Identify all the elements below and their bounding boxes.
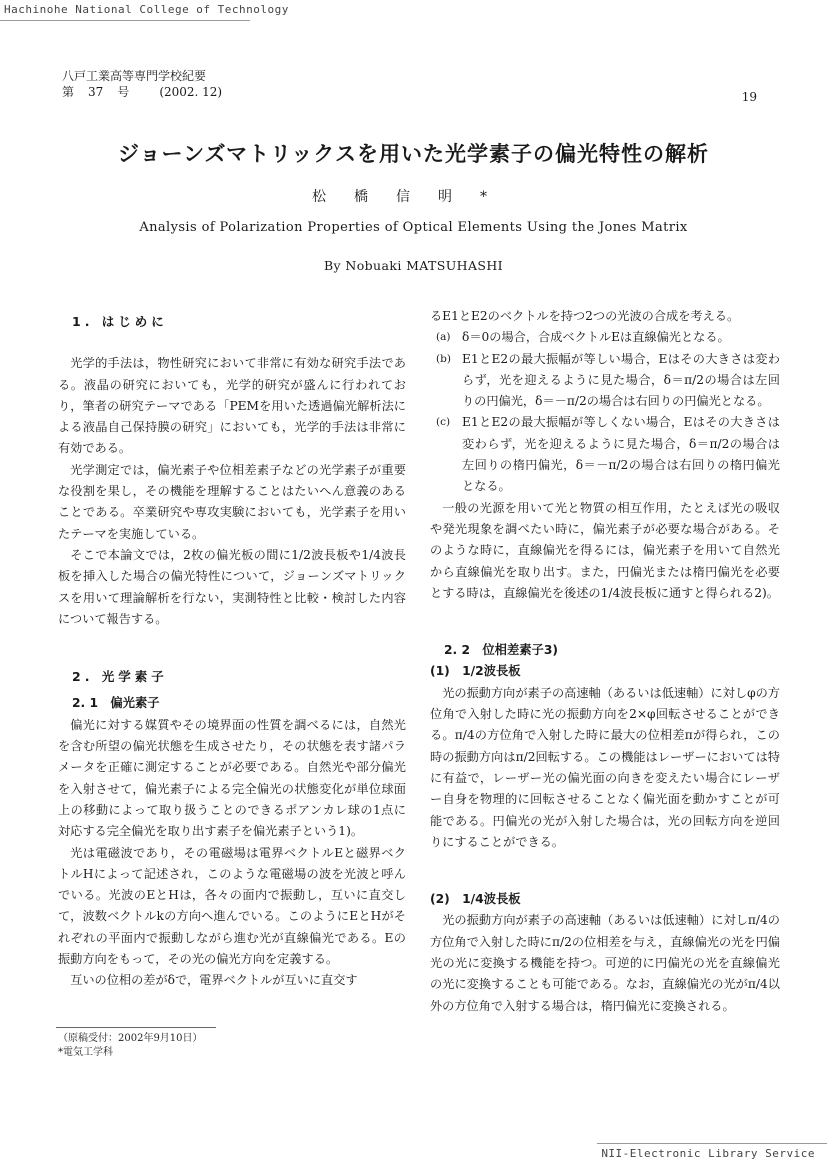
received-date: （原稿受付：2002年9月10日） [58, 1033, 203, 1044]
section-1-heading: 1. はじめに [72, 314, 168, 329]
list-item [430, 412, 780, 497]
section-2-1-paragraph: 互いの位相の差がδで，電界ベクトルが互いに直交す [70, 973, 358, 988]
list-item-label: (a) [436, 331, 451, 344]
list-item-label: (b) [436, 352, 451, 365]
footnote-rule [56, 1027, 216, 1028]
section-2-2-heading: 2. 2 位相差素子3) [444, 643, 559, 658]
top-rule [0, 20, 250, 21]
general-paragraph: 一般の光源を用いて光と物質の相互作用，たとえば光の吸収や発光現象を調べたい時に，偏光素子が必要な場合がある。そのような時に，直線偏光を得るには，偏光素子を用いて自然光から直線偏光を取り出す。また，円偏光または楕円偏光を必要とする時は，直線偏光を後述の1/4波長板に通すと得られる2)。 [430, 500, 780, 600]
author-japanese: 松橋信明* [312, 189, 515, 205]
journal-date: (2002. 12) [159, 85, 223, 99]
list-item-text: E1とE2の最大振幅が等しくない場合，Eはその大きさは変わらず，光を迎えるように見た場合，δ＝π/2の場合は左回りの楕円偏光，δ＝－π/2の場合は右回りの楕円偏光となる。 [462, 415, 780, 494]
list-item [430, 349, 780, 413]
quarter-wave-plate-paragraph: 光の振動方向が素子の高速軸（あるいは低速軸）に対しπ/4の方位角で入射した時にπ/2の位相差を与え，直線偏光の光を円偏光の光に変換する機能を持つ。可逆的に円偏光の光を直線偏光の光に変換することも可能である。なお，直線偏光の光がπ/4以外の方位角で入射する場合は，楕円偏光に変換される。 [430, 913, 780, 1013]
journal-info [62, 68, 236, 100]
half-wave-plate-heading: (1) 1/2波長板 [430, 664, 521, 679]
half-wave-plate-paragraph: 光の振動方向が素子の高速軸（あるいは低速軸）に対しφの方位角で入射した時に光の振動方向を2×φ回転させることができる。π/4の方位角で入射した時に最大の位相差πが得られ，この時の振動方向はπ/2回転する。この機能はレーザーにおいては特に有益で，レーザー光の偏光面の向きを変えたい場合にレーザー自身を物理的に回転させることなく偏光面を動かすことが可能である。円偏光の光が入射した場合は，光の回転方向を逆回りにすることができる。 [430, 685, 780, 849]
author-english: By Nobuaki MATSUHASHI [323, 258, 504, 273]
author-affiliation: *電気工学科 [58, 1047, 113, 1058]
section-2-1-paragraph: 光は電磁波であり，その電磁場は電界ベクトルEと磁界ベクトルHによって記述され，このような電磁場の波を光波と呼んでいる。光波のEとHは，各々の面内で振動し，互いに直交して，波数ベクトルkの方向へ進んでいる。このようにEとHがそれぞれの平面内で振動しながら進む光が直線偏光である。Eの振動方向をもって，その光の偏光方向を定義する。 [58, 845, 406, 967]
left-column [58, 311, 406, 992]
section-2-1-paragraph: 偏光に対する媒質やその境界面の性質を調べるには，自然光を含む所望の偏光状態を生成させたり，その状態を表す諸パラメータを正確に測定することが必要である。自然光や部分偏光を入射させて，偏光素子による完全偏光の状態変化が単位球面上の移動によって取り扱うことのできるポアンカレ球の1点に対応する完全偏光を取り出す素子を偏光素子という1)。 [58, 717, 406, 839]
paper-title-english: Analysis of Polarization Properties of Optical Elements Using the Jones Matrix [139, 220, 688, 235]
section-1-paragraph: 光学測定では，偏光素子や位相差素子などの光学素子が重要な役割を果し，その機能を理解することはたいへん意義のあることである。卒業研究や専攻実験においても，光学素子を用いたテーマを実施している。 [58, 462, 406, 541]
section-1-paragraph: 光学的手法は，物性研究において非常に有効な研究手法である。液晶の研究においても，光学的研究が盛んに行われており，筆者の研究テーマである「PEMを用いた透過偏光解析法による液晶自己保持膜の研究」においても，光学的手法は非常に有効である。 [58, 356, 406, 456]
list-item-text: δ＝0の場合，合成ベクトルEは直線偏光となる。 [462, 330, 730, 345]
section-1-paragraph: そこで本論文では，2枚の偏光板の間に1/2波長板や1/4波長板を挿入した場合の偏光特性について，ジョーンズマトリックスを用いて理論解析を行ない，実測特性と比較・検討した内容について報告する。 [58, 547, 406, 626]
intro-line: るE1とE2のベクトルを持つ2つの光波の合成を考える。 [430, 309, 740, 323]
journal-volume [62, 84, 236, 100]
list-item [430, 327, 780, 348]
institution-banner: Hachinohe National College of Technology [4, 3, 289, 16]
paper-title-japanese: ジョーンズマトリックスを用いた光学素子の偏光特性の解析 [117, 141, 710, 166]
volume-suffix: 号 [117, 85, 130, 99]
volume-number: 37 [88, 85, 104, 99]
footnotes [58, 1032, 203, 1060]
quarter-wave-plate-heading: (2) 1/4波長板 [430, 892, 521, 907]
list-item-label: (c) [436, 416, 451, 429]
library-banner: NII-Electronic Library Service [601, 1147, 815, 1160]
right-column [430, 306, 780, 1017]
journal-name: 八戸工業高等専門学校紀要 [62, 69, 207, 83]
bottom-rule [597, 1143, 827, 1144]
section-2-1-heading: 2. 1 偏光素子 [72, 696, 160, 711]
page-number: 19 [741, 90, 757, 104]
section-2-heading: 2. 光学素子 [72, 669, 168, 685]
list-item-text: E1とE2の最大振幅が等しい場合，Eはその大きさは変わらず，光を迎えるように見た場合，δ＝π/2の場合は左回りの円偏光，δ＝－π/2の場合は右回りの円偏光となる。 [462, 351, 780, 409]
volume-prefix: 第 [62, 85, 75, 99]
